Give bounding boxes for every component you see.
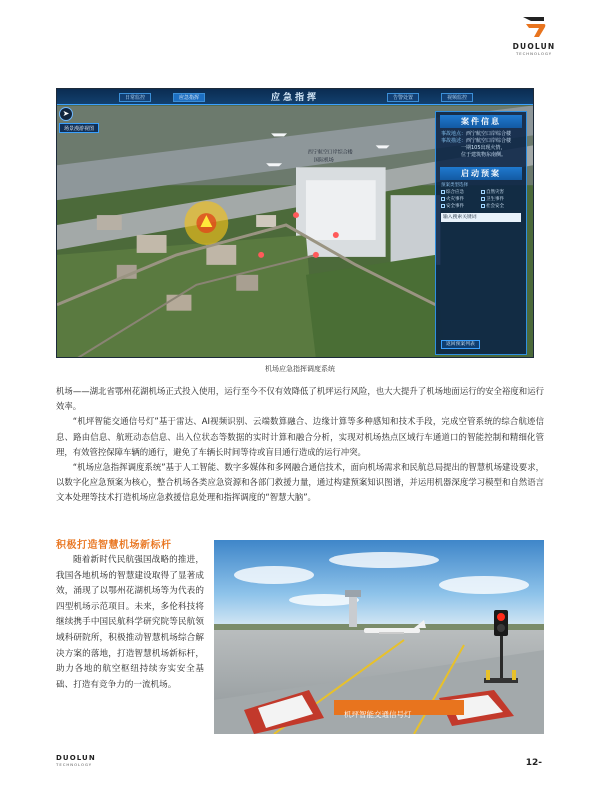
plan-option-label: 社会安全 [486,204,504,209]
view-mode-button[interactable]: 场景漫游视图 [59,123,99,133]
page-number: 12- [525,758,542,768]
plan-option[interactable] [481,189,521,195]
case-location [436,131,526,138]
apron-signal-photo [214,540,544,734]
command-title: 应急指挥 [270,93,320,103]
case-description-label: 事故描述： [441,138,467,144]
back-to-plan-list-button[interactable]: 返回预案列表 [441,340,480,349]
case-info-title: 案件信息 [440,115,522,128]
tab-daily-monitor[interactable]: 日常监控 [119,93,151,102]
brand-tagline: TECHNOLOGY [515,51,553,56]
tab-emergency[interactable]: 应急指挥 [173,93,205,102]
compass-icon[interactable]: ➤ [59,107,73,121]
plan-title: 启动预案 [440,167,522,180]
plan-option-label: 自然灾害 [486,190,504,195]
plan-search-input[interactable]: 输入搜索关键词 [441,213,521,222]
plan-option[interactable] [441,189,481,195]
command-system-screenshot [56,88,534,358]
logo-icon [520,14,548,40]
plan-option[interactable] [441,196,481,202]
checkbox-icon[interactable] [441,197,445,201]
paragraph-3: “机场应急指挥调度系统”基于人工智能、数字多媒体和多网融合通信技术，面向机场需求和民航总局提出的智慧机场建设要求，以数字化应急预案为核心，整合机场各类应急资源和各部门救援力量，通过构建预案知识图谱，并运用机器深度学习模型和自然语言文本处理等技术打造机场应急救援信息处理和指挥调度的“智慧大脑”。 [56,462,544,503]
tab-video[interactable]: 视频监控 [441,93,473,102]
checkbox-icon[interactable] [481,204,485,208]
checkbox-icon[interactable] [481,190,485,194]
caption-command-system: 机场应急指挥调度系统 [265,365,335,373]
plan-option[interactable] [481,203,521,209]
paragraph-1: 机场——湖北省鄂州花湖机场正式投入使用，运行至今不仅有效降低了机坪运行风险，也大大提升了机场地面运行的安全裕度和运行效率。 [56,386,544,412]
checkbox-icon[interactable] [481,197,485,201]
case-description-line3: 位于建筑物东南侧。 [461,152,507,158]
paragraph-2: “机坪智能交通信号灯”基于雷达、AI视频识别、云端数算融合、边缘计算等多种感知和技术手段，完成空管系统的综合航迹信息、路由信息、航班动态信息、出入位状态等数据的实时计算和融合分析，实现对机场热点区域行车通道口的智能控制和精细化管理，有效管控保障车辆的通行，避免了车辆长时间等待或盲目通行造成的运行冲突。 [56,416,544,457]
tab-alarm[interactable]: 告警处置 [387,93,419,102]
plan-option-label: 火灾事件 [446,197,464,202]
checkbox-icon[interactable] [441,190,445,194]
info-panel [435,111,527,355]
control-tower [349,595,357,627]
map-label-terminal: 西宁航空口岸综合楼 [307,149,353,156]
plan-option-label: 综合应急 [446,190,464,195]
case-location-label: 事故地点： [441,131,467,137]
footer-wordmark: DUOLUN [56,754,96,762]
section-title: 积极打造智慧机场新标杆 [56,540,172,551]
plan-option[interactable] [441,203,481,209]
case-description [436,138,526,145]
plan-option-label: 卫生事件 [486,197,504,202]
apron-scene [214,540,544,734]
command-topbar [57,89,533,105]
header [0,0,600,80]
map-label-airport: 国际机场 [313,157,334,164]
plan-subtitle: 预案类型选择 [441,183,468,188]
brand-logo [506,14,562,64]
plan-option-label: 安全事件 [446,204,464,209]
checkbox-icon[interactable] [441,204,445,208]
section-text: 随着新时代民航强国战略的推进，我国各地机场的智慧建设取得了显著成效，涌现了以鄂州花湖机场等为代表的四型机场示范项目。未来，多伦科技将继续携手中国民航科学研究院等民航领域科研院所，积极推动智慧机场综合解决方案的落地，打造智慧机场新标杆，助力各地的航空枢纽持续夯实安全基础、打造有竞争力的一流机场。 [56,555,204,690]
plan-options [436,188,526,210]
case-description-line2: 一期105出现火情， [461,145,506,151]
footer-tagline: TECHNOLOGY [56,762,93,767]
plan-option[interactable] [481,196,521,202]
case-description-value: 西宁航空口岸综合楼 [466,138,512,144]
case-location-value: 西宁航空口岸综合楼 [466,131,512,137]
caption-photo: 机坪智能交通信号灯 [344,710,412,719]
footer-logo [56,754,96,767]
article-body [56,384,544,506]
brand-wordmark: DUOLUN [512,42,556,51]
